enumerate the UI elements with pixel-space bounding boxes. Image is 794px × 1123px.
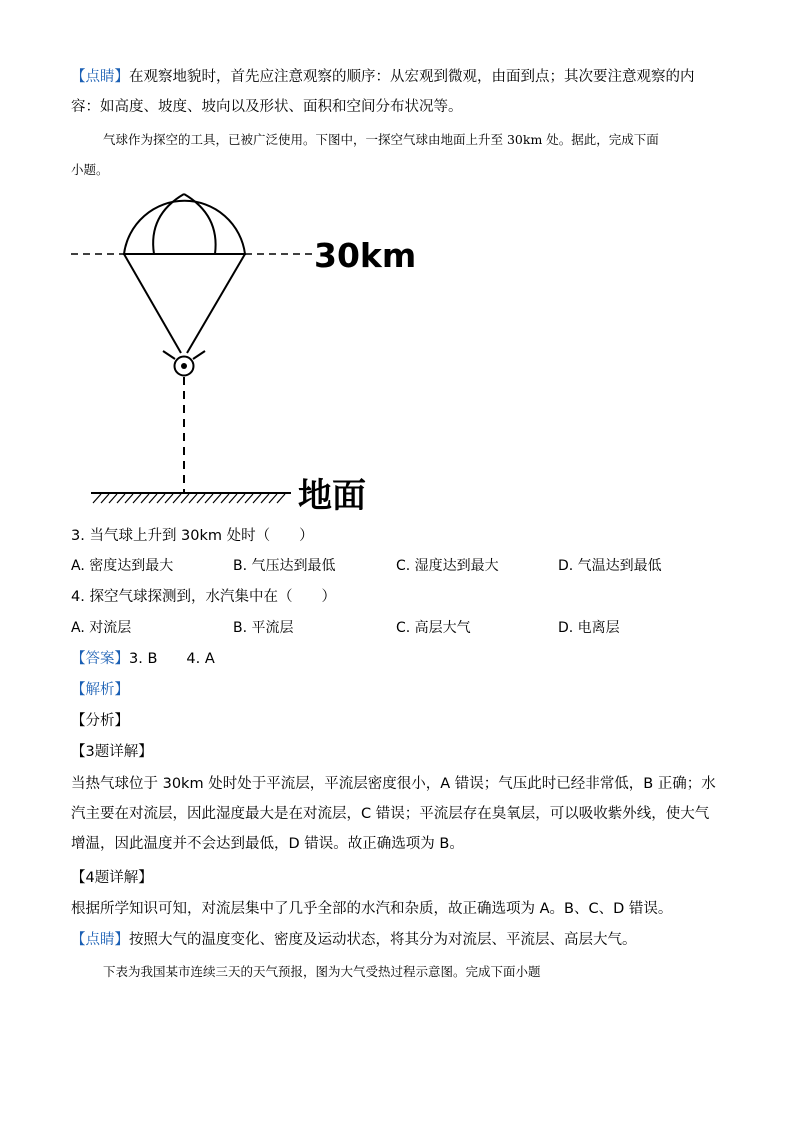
q3-detail-label: 【3题详解】 <box>71 744 153 760</box>
sensor-dot <box>181 363 187 369</box>
sensor-ray-right <box>193 351 205 359</box>
q4-option-a: A. 对流层 <box>71 620 132 636</box>
answer-label: 【答案】 <box>71 651 129 667</box>
fenxi-label: 【分析】 <box>71 713 129 729</box>
q4-option-b: B. 平流层 <box>233 620 294 636</box>
q4-detail-label: 【4题详解】 <box>71 870 153 886</box>
q3-stem: 3. 当气球上升到 30km 处时（ ） <box>71 528 314 544</box>
intro-line-2: 小题。 <box>71 162 109 177</box>
tip-text: 在观察地貌时，首先应注意观察的顺序：从宏观到微观，由面到点；其次要注意观察的内容：如高度、坡度、坡向以及形状、面积和空间分布状况等。 <box>71 69 695 115</box>
q3-option-b: B. 气压达到最低 <box>233 558 336 574</box>
q4-detail-text: 根据所学知识可知，对流层集中了几乎全部的水汽和杂质，故正确选项为 A。B、C、D 错误。 <box>71 901 673 917</box>
ground-label: 地面 <box>298 476 366 516</box>
tip-paragraph-2 <box>71 930 637 950</box>
sensor-ray-left <box>163 351 175 359</box>
next-intro: 下表为我国某市连续三天的天气预报，图为大气受热过程示意图。完成下面小题 <box>103 964 541 979</box>
analysis-label: 【解析】 <box>71 682 129 698</box>
ground-hatching <box>93 494 285 503</box>
q4-stem: 4. 探空气球探测到，水汽集中在（ ） <box>71 589 336 605</box>
q3-option-d: D. 气温达到最低 <box>558 558 662 574</box>
intro-line-1: 气球作为探空的工具，已被广泛使用。下图中，一探空气球由地面上升至 30km 处。据此，完成下面 <box>103 132 659 147</box>
rope-left <box>124 254 181 353</box>
tip2-label: 【点睛】 <box>71 932 129 948</box>
q4-option-d: D. 电离层 <box>558 620 620 636</box>
q3-option-a: A. 密度达到最大 <box>71 558 174 574</box>
answer-text: 3. B 4. A <box>129 651 215 667</box>
tip-label: 【点睛】 <box>71 69 129 85</box>
balloon-dome <box>124 201 245 254</box>
height-label: 30km <box>314 236 417 275</box>
tip-paragraph-1 <box>71 62 721 122</box>
rope-right <box>187 254 245 353</box>
tip2-text: 按照大气的温度变化、密度及运动状态，将其分为对流层、平流层、高层大气。 <box>129 932 637 948</box>
answer-line <box>71 649 215 669</box>
q4-option-c: C. 高层大气 <box>396 620 471 636</box>
q3-option-c: C. 湿度达到最大 <box>396 558 499 574</box>
q3-detail-text: 当热气球位于 30km 处时处于平流层，平流层密度很小，A 错误；气压此时已经非常低，B 正确；水汽主要在对流层，因此湿度最大是在对流层，C 错误；平流层存在臭氧层，可以吸收紫外线，使大气增温，因此温度并不会达到最低，D 错误。故正确选项为 B。 <box>71 776 716 852</box>
balloon-figure <box>0 185 794 525</box>
